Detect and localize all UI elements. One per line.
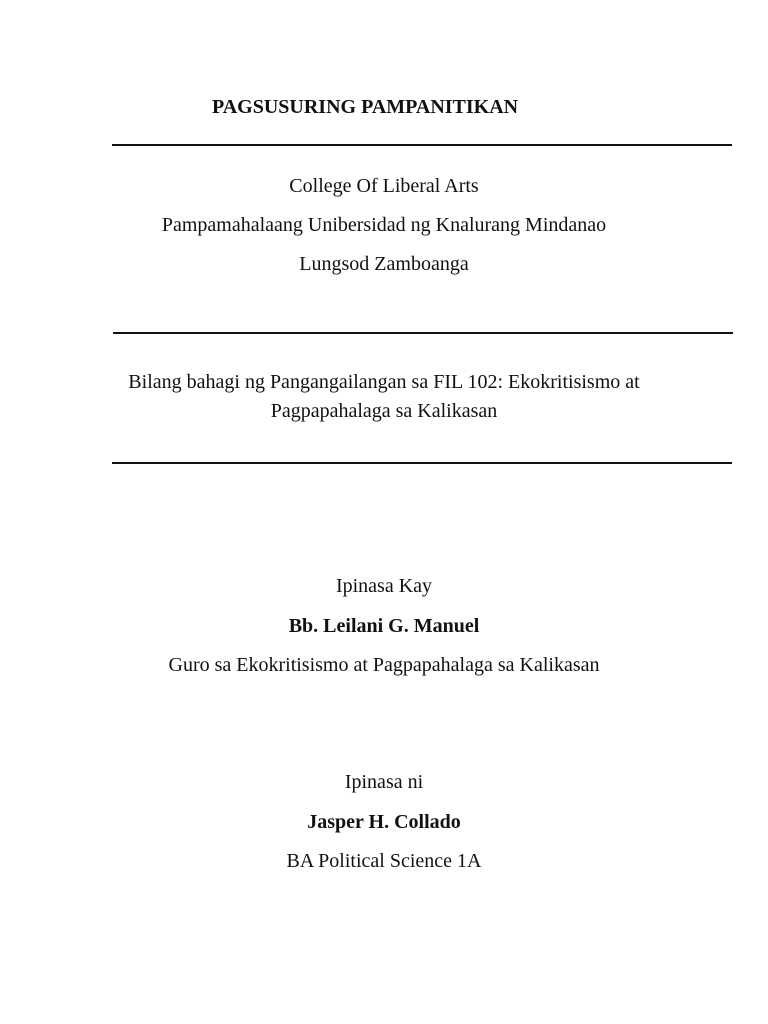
college-name: College Of Liberal Arts	[289, 175, 479, 197]
teacher-name: Bb. Leilani G. Manuel	[288, 615, 480, 637]
student-name: Jasper H. Collado	[307, 811, 461, 833]
student-course: BA Political Science 1A	[286, 850, 482, 872]
city-name: Lungsod Zamboanga	[299, 253, 469, 275]
divider-middle	[113, 332, 733, 334]
submitted-to-label: Ipinasa Kay	[335, 575, 433, 597]
requirement-line-2: Pagpapahalaga sa Kalikasan	[270, 400, 498, 422]
submitted-by-label: Ipinasa ni	[344, 771, 424, 793]
document-title: PAGSUSURING PAMPANITIKAN	[212, 96, 519, 118]
teacher-role: Guro sa Ekokritisismo at Pagpapahalaga sa Kalikasan	[168, 654, 600, 676]
divider-bottom	[112, 462, 732, 464]
divider-top	[112, 144, 732, 146]
university-name: Pampamahalaang Unibersidad ng Knalurang Mindanao	[161, 214, 607, 236]
requirement-line-1: Bilang bahagi ng Pangangailangan sa FIL 102: Ekokritisismo at	[128, 371, 640, 393]
